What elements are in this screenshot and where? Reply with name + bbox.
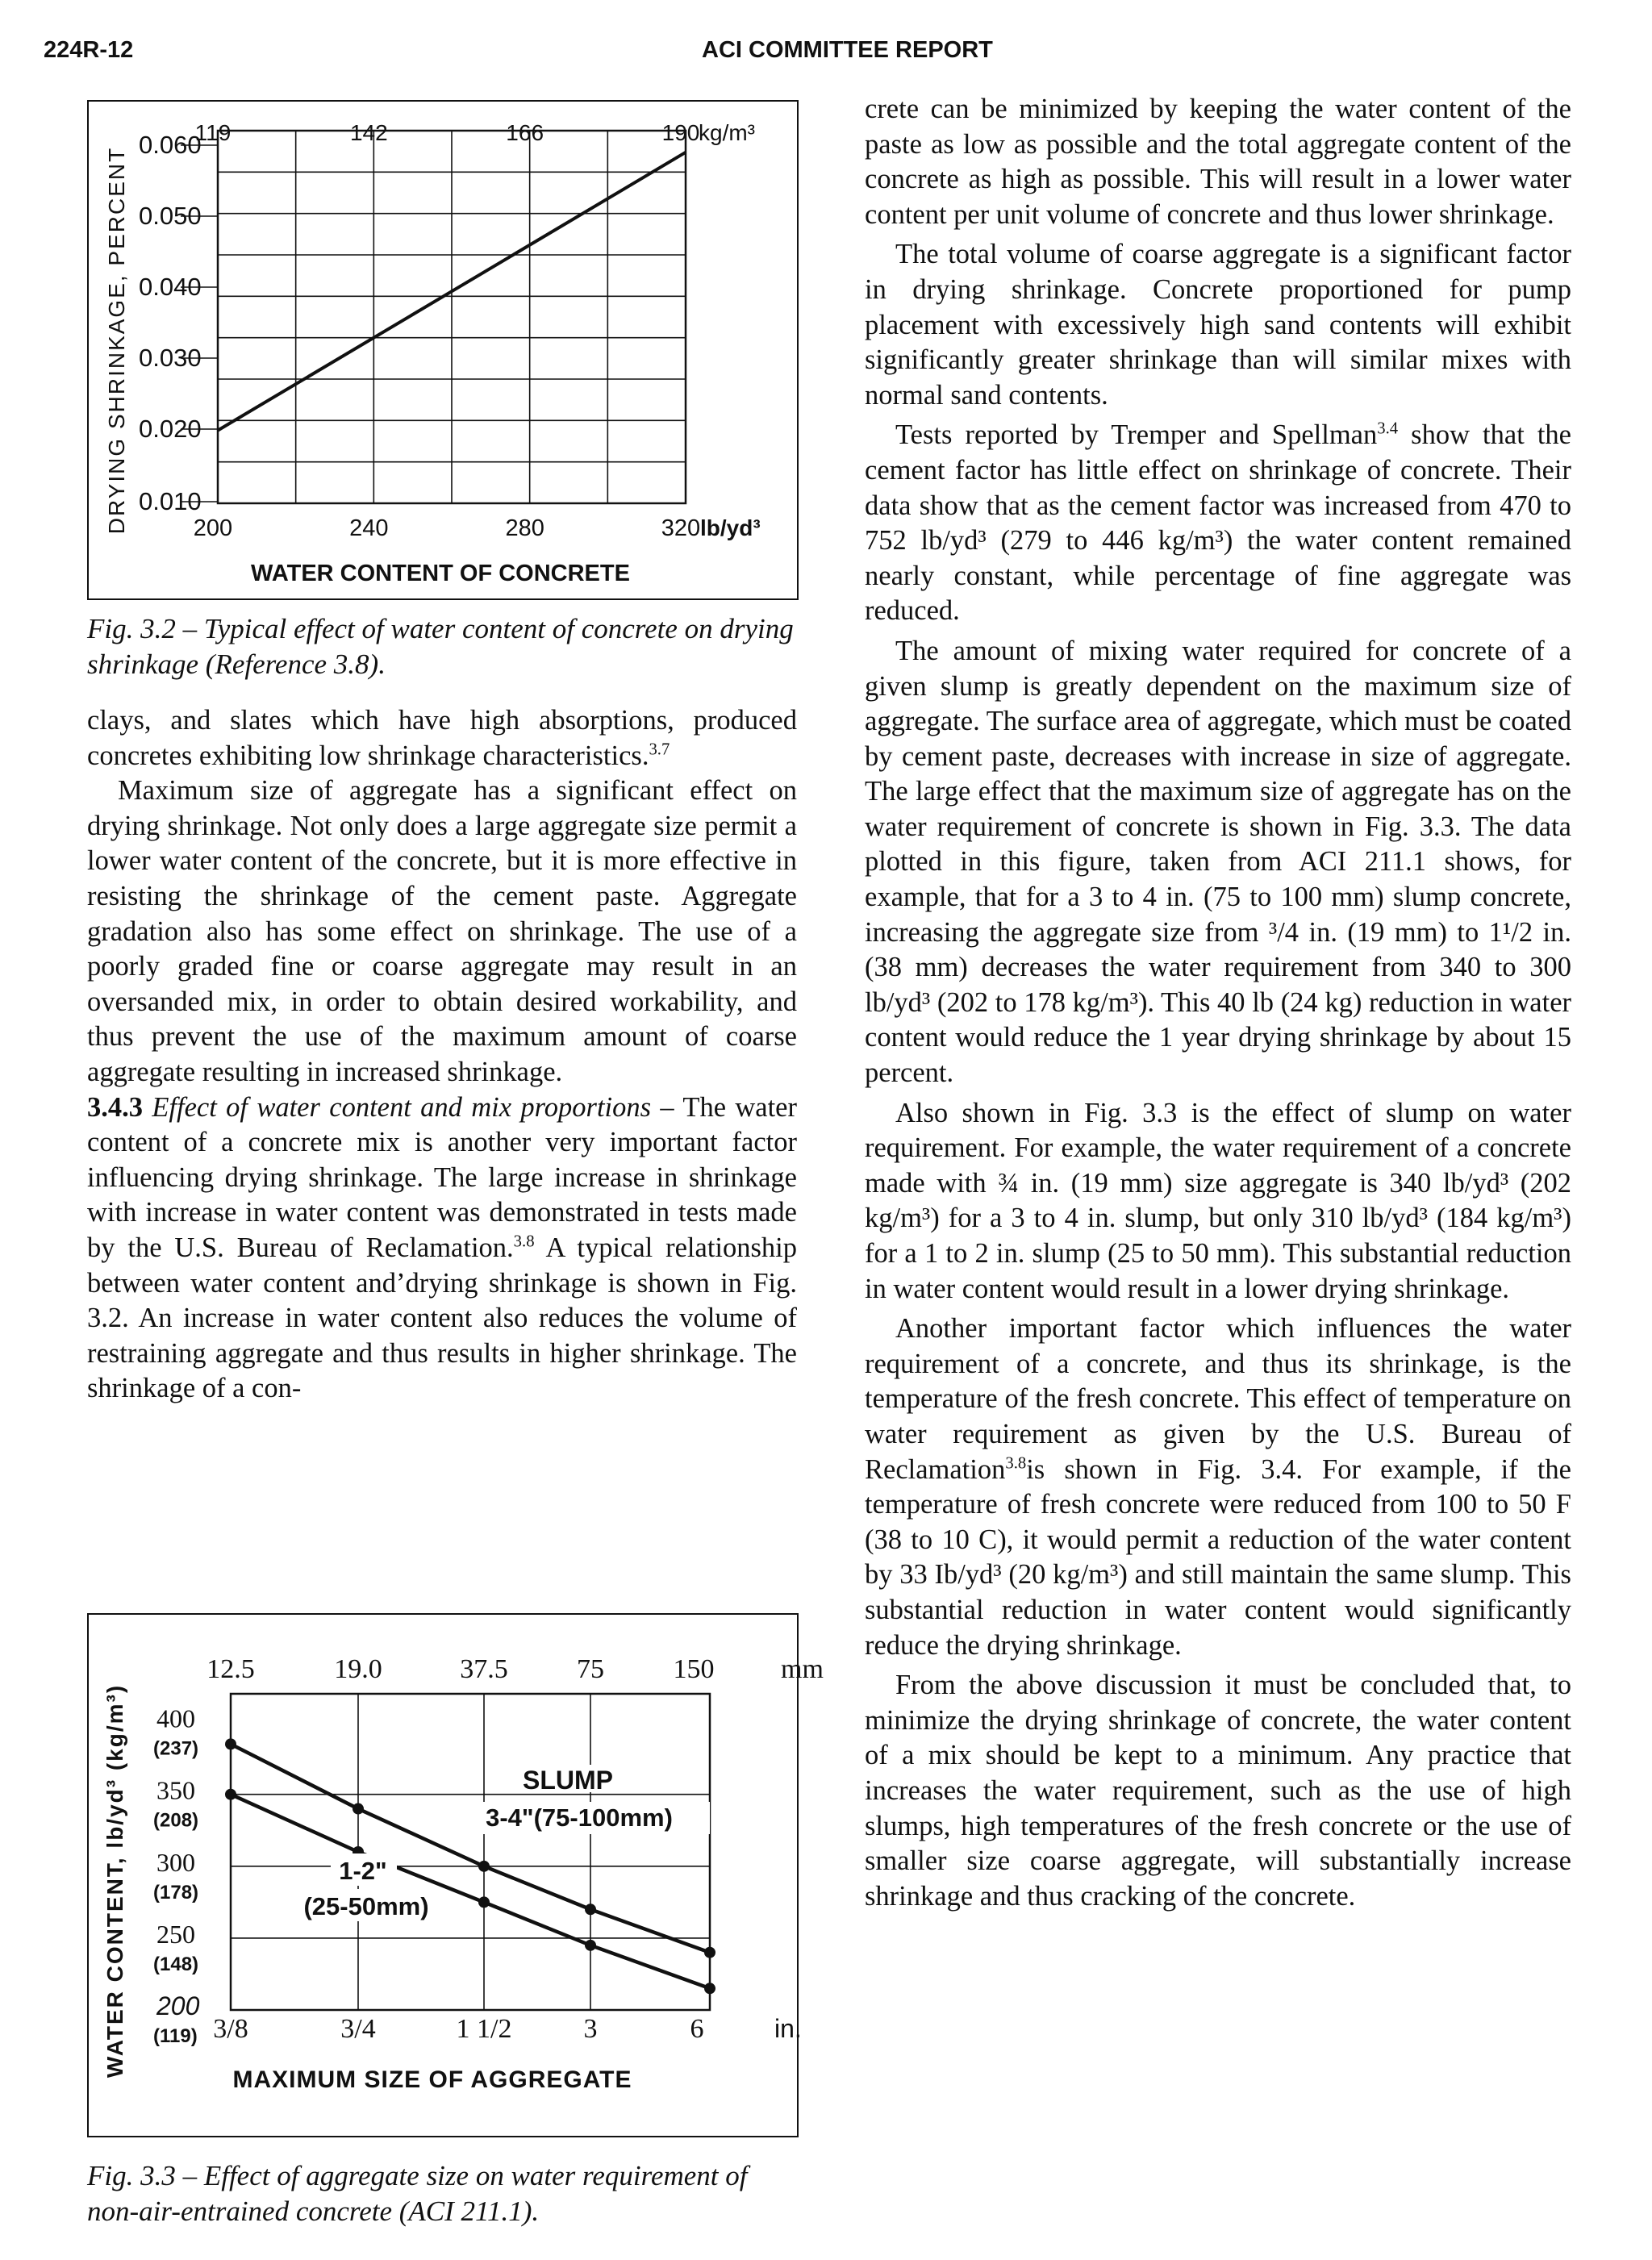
fig-3-3-y-tick-kg: (208)	[153, 1809, 199, 1832]
fig-3-2-x-tick-top: 190	[661, 120, 700, 145]
fig-3-3-data-point	[585, 1940, 596, 1951]
fig-3-2-x-tick-bottom: 200	[193, 515, 233, 541]
fig-3-2-y-tick: 0.060	[139, 131, 202, 159]
fig-3-2-x-tick-top: 142	[349, 120, 388, 145]
fig-3-3-x-axis-label: MAXIMUM SIZE OF AGGREGATE	[232, 2066, 632, 2093]
left-column	[87, 703, 797, 1407]
paragraph: 3.4.3 Effect of water content and mix proportions – The water content of a concrete mix is another very important factor influencing drying shrinkage. The large increase in shrinkage with increase in water content was demonstrated in tests made by the U.S. Bureau of Reclamation.$^{3.8}$ A typical relationship between water content and’drying shrinkage is shown in Fig. 3.2. An increase in water content also reduces the volume of restraining aggregate and thus results in higher shrinkage. The shrinkage of a con-	[87, 1091, 797, 1404]
paragraph: The amount of mixing water required for concrete of a given slump is greatly dependent on the maximum size of aggregate. The surface area of aggregate, which must be coated by cement paste, decreases with increase in size of aggregate. The large effect that the maximum size of aggregate has on the water requirement of concrete is shown in Fig. 3.3. The data plotted in this figure, taken from ACI 211.1 shows, for example, that for a 3 to 4 in. (75 to 100 mm) slump concrete, increasing the aggregate size from ³/4 in. (19 mm) to 1¹/2 in. (38 mm) decreases the water requirement from 340 to 300 lb/yd³ (202 to 178 kg/m³). This 40 lb (24 kg) reduction in water content would reduce the 1 year drying shrinkage by about 15 percent.	[865, 635, 1571, 1089]
fig-3-3-x-tick-top: 19.0	[334, 1654, 382, 1684]
fig-3-3-x-tick-top: 37.5	[460, 1654, 508, 1684]
fig-3-2-x-tick-top: 166	[506, 120, 544, 145]
fig-3-2-y-axis-label: DRYING SHRINKAGE, PERCENT	[104, 146, 129, 535]
fig-3-2-y-tick: 0.010	[139, 487, 202, 515]
fig-3-3-bottom-unit: in.	[774, 2014, 802, 2043]
fig-3-3-series-label: SLUMP	[523, 1766, 613, 1795]
fig-3-2-x-tick-bottom: 320	[661, 515, 701, 541]
running-title: ACI COMMITTEE REPORT	[702, 37, 993, 63]
fig-3-2-y-tick: 0.030	[139, 344, 202, 372]
fig-3-3-y-tick-lb: 200	[156, 1991, 200, 2020]
figure-3-2-caption: Fig. 3.2 – Typical effect of water content of concrete on drying shrinkage (Reference 3.8).	[87, 613, 794, 680]
fig-3-3-series-label: 1-2"	[339, 1857, 387, 1885]
figure-3-3-caption: Fig. 3.3 – Effect of aggregate size on water requirement of non-air-entrained concrete (ACI 211.1).	[87, 2160, 748, 2227]
paragraph: crete can be minimized by keeping the water content of the paste as low as possible and the total aggregate content of the concrete as high as possible. This will result in a lower water content per unit volume of concrete and thus lower shrinkage.	[865, 94, 1571, 230]
paragraph: The total volume of coarse aggregate is a significant factor in drying shrinkage. Concrete proportioned for pump placement with excessively high sand contents will exhibit significantly greater shrinkage than will similar mixes with normal sand contents.	[865, 239, 1571, 411]
page-id: 224R-12	[44, 37, 134, 63]
fig-3-3-y-tick-lb: 300	[156, 1847, 195, 1877]
paragraph: From the above discussion it must be concluded that, to minimize the drying shrinkage of concrete, the water content of a mix should be kept to a minimum. Any practice that increases the water requirement, such as the use of high slumps, high temperatures of the fresh concrete or the use of smaller size coarse aggregate, will substantially increase shrinkage and thus cracking of the concrete.	[865, 1670, 1571, 1912]
fig-3-3-data-point	[353, 1803, 364, 1815]
fig-3-2-bottom-unit: lb/yd³	[700, 515, 761, 540]
fig-3-3-data-point	[225, 1789, 236, 1800]
fig-3-2-y-tick: 0.040	[139, 273, 202, 301]
fig-3-3-chart	[89, 1615, 824, 2139]
fig-3-3-y-tick-kg: (119)	[153, 2025, 198, 2047]
fig-3-3-x-tick-bottom: 6	[690, 2014, 704, 2044]
fig-3-3-x-tick-top: 150	[673, 1654, 715, 1684]
fig-3-3-series-label: (25-50mm)	[303, 1892, 429, 1920]
figure-3-3	[87, 1613, 824, 2137]
fig-3-3-series-label: 3-4"(75-100mm)	[486, 1803, 673, 1832]
fig-3-2-x-tick-bottom: 240	[349, 515, 389, 541]
fig-3-2-chart	[89, 102, 800, 602]
figure-3-2	[87, 100, 799, 600]
fig-3-3-data-point	[704, 1947, 715, 1958]
right-column	[865, 92, 1571, 1914]
fig-3-2-top-unit: kg/m³	[699, 120, 755, 145]
section-title: Effect of water content and mix proportions –	[152, 1091, 674, 1123]
fig-3-3-x-tick-bottom: 3/8	[213, 2014, 248, 2044]
fig-3-3-x-tick-bottom: 1 1/2	[456, 2014, 512, 2044]
fig-3-3-data-point	[478, 1896, 490, 1908]
fig-3-2-x-tick-bottom: 280	[505, 515, 544, 541]
fig-3-3-y-tick-kg: (178)	[153, 1881, 199, 1903]
fig-3-3-y-tick-lb: 250	[156, 1919, 195, 1949]
fig-3-3-top-unit: mm	[781, 1654, 824, 1684]
fig-3-2-x-axis-label: WATER CONTENT OF CONCRETE	[251, 561, 630, 586]
fig-3-3-y-axis-label: WATER CONTENT, lb/yd³ (kg/m³)	[102, 1683, 127, 2079]
fig-3-3-y-tick-lb: 350	[156, 1775, 195, 1805]
paragraph: Also shown in Fig. 3.3 is the effect of slump on water requirement. For example, the water requirement of a concrete made with ¾ in. (19 mm) size aggregate is 340 lb/yd³ (202 kg/m³) for a 3 to 4 in. slump, but only 310 lb/yd³ (184 kg/m³) for a 1 to 2 in. slump (25 to 50 mm). This substantial reduction in water content would result in a lower drying shrinkage.	[865, 1097, 1571, 1304]
paragraph: Maximum size of aggregate has a significant effect on drying shrinkage. Not only does a large aggregate size permit a lower water content of the concrete, but it is more effective in resisting the shrinkage of the cement paste. Aggregate gradation also has some effect on shrinkage. The use of a poorly graded fine or coarse aggregate may result in an oversanded mix, in order to obtain desired workability, and thus prevent the use of the maximum amount of coarse aggregate resulting in increased shrinkage.	[87, 775, 797, 1087]
paragraph: clays, and slates which have high absorptions, produced concretes exhibiting low shrinkage characteristics.$^{3.7}$	[87, 705, 797, 771]
fig-3-2-y-tick: 0.050	[139, 202, 202, 230]
section-number: 3.4.3	[87, 1091, 143, 1123]
fig-3-3-y-tick-kg: (148)	[153, 1953, 199, 1975]
fig-3-2-x-tick-top: 119	[194, 120, 232, 145]
fig-3-3-x-tick-bottom: 3	[583, 2014, 598, 2044]
fig-3-3-x-tick-bottom: 3/4	[340, 2014, 376, 2044]
fig-3-3-data-point	[704, 1983, 715, 1994]
fig-3-3-data-point	[478, 1861, 490, 1872]
fig-3-3-y-tick-lb: 400	[156, 1703, 195, 1733]
fig-3-3-data-point	[585, 1903, 596, 1915]
fig-3-3-y-tick-kg: (237)	[153, 1737, 199, 1760]
fig-3-3-x-tick-top: 12.5	[206, 1654, 255, 1684]
fig-3-2-y-tick: 0.020	[139, 415, 202, 443]
fig-3-3-data-point	[225, 1738, 236, 1749]
paragraph: Another important factor which influences the water requirement of a concrete, and thus its shrinkage, is the temperature of the fresh concrete. This effect of temperature on water requirement as given by the U.S. Bureau of Reclamation$^{3.8}$is shown in Fig. 3.4. For example, if the temperature of fresh concrete were reduced from 100 to 50 F (38 to 10 C), it would permit a reduction of the water content by 33 Ib/yd³ (20 kg/m³) and still maintain the same slump. This substantial reduction in water content would significantly reduce the drying shrinkage.	[865, 1313, 1571, 1661]
paragraph: Tests reported by Tremper and Spellman$^{3.4}$ show that the cement factor has little effect on shrinkage of concrete. Their data show that as the cement factor was increased from 470 to 752 lb/yd³ (279 to 446 kg/m³) the water content remained nearly constant, while percentage of fine aggregate was reduced.	[865, 419, 1571, 627]
fig-3-3-x-tick-top: 75	[577, 1654, 604, 1684]
